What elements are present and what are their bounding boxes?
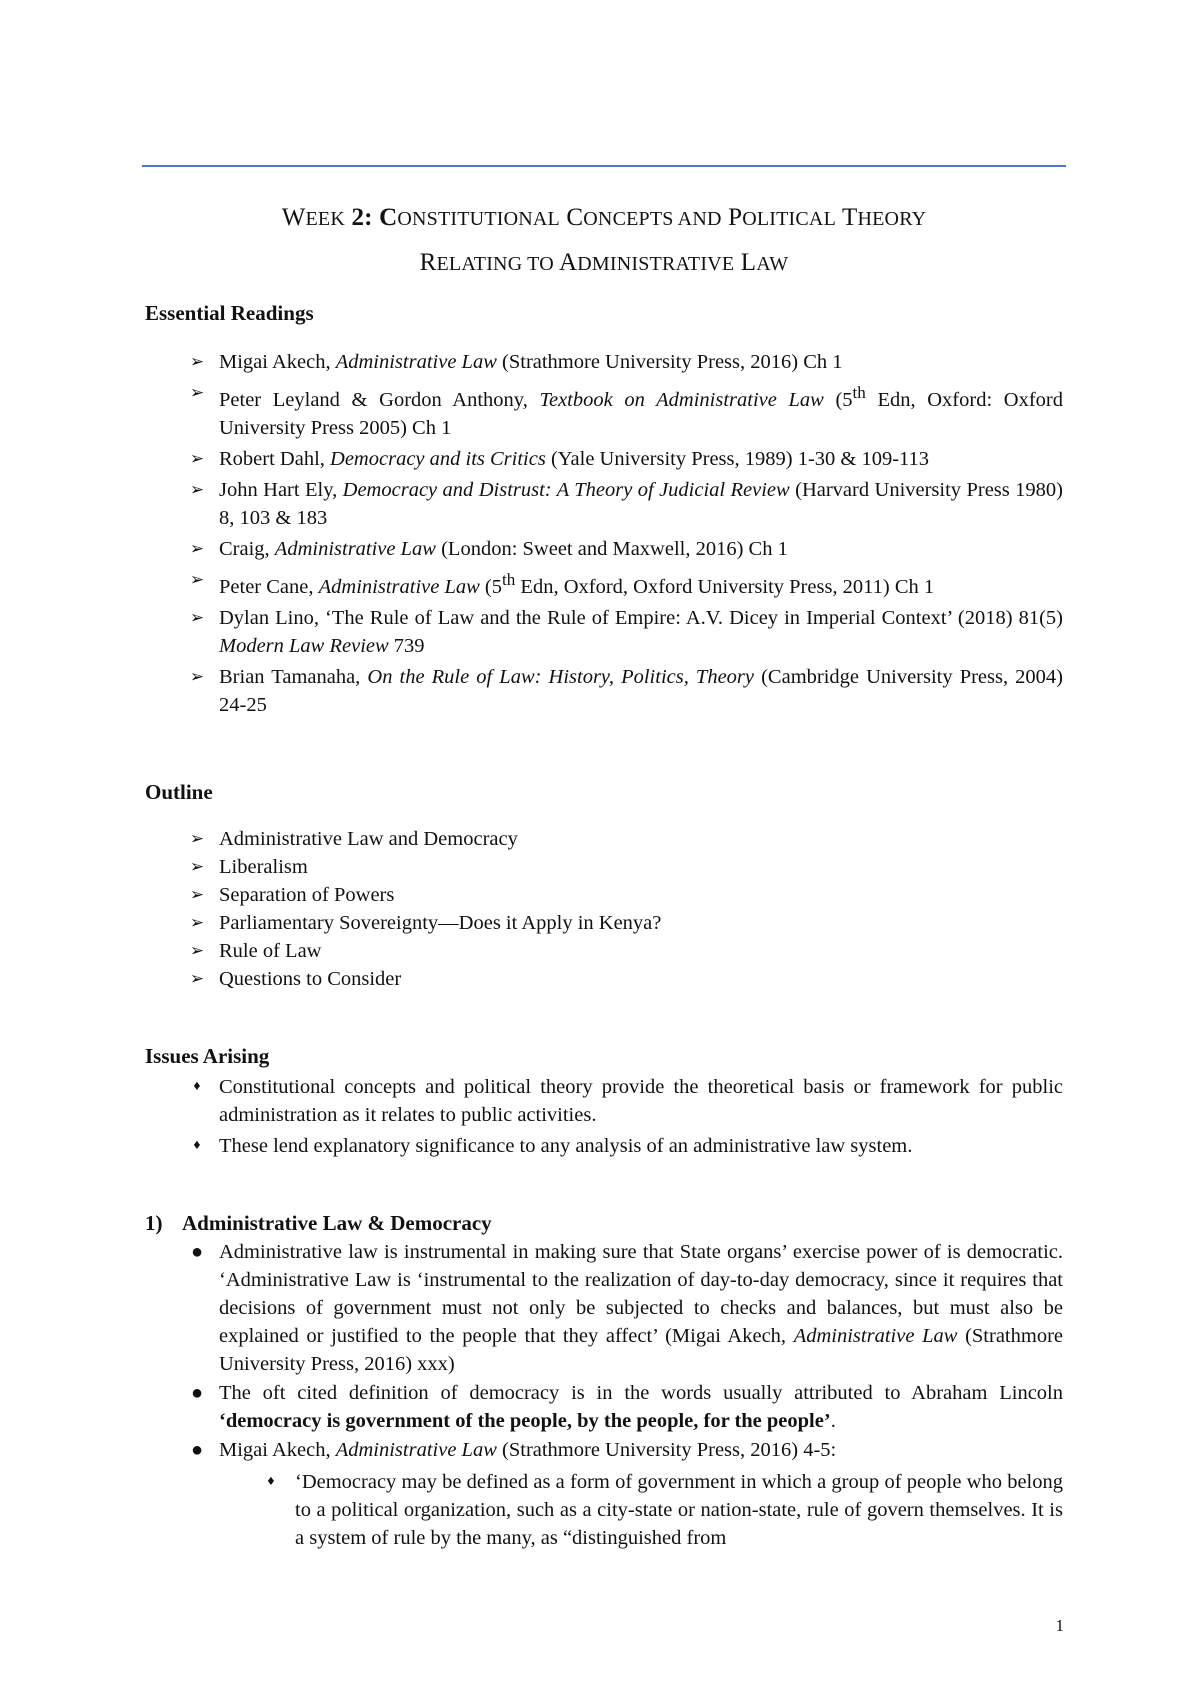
reading-item: ➢ Peter Cane, Administrative Law (5th Edn, Oxford, Oxford University Press, 2011) Ch 1 xyxy=(145,566,1063,601)
outline-item: ➢ Parliamentary Sovereignty—Does it Apply in Kenya? xyxy=(145,909,1063,937)
section-1-list xyxy=(145,1238,1063,1552)
reading-item: ➢ Peter Leyland & Gordon Anthony, Textbook on Administrative Law (5th Edn, Oxford: Oxford University Press 2005) Ch 1 xyxy=(145,379,1063,442)
outline-item: ➢ Separation of Powers xyxy=(145,881,1063,909)
dot-bullet-icon: ● xyxy=(190,1240,204,1263)
dot-bullet-icon: ● xyxy=(190,1381,204,1404)
issues-list xyxy=(145,1073,1063,1160)
essential-readings-list xyxy=(145,348,1063,719)
reading-item: ➢ Brian Tamanaha, On the Rule of Law: History, Politics, Theory (Cambridge University Press, 2004) 24-25 xyxy=(145,663,1063,719)
arrow-bullet-icon: ➢ xyxy=(189,912,205,932)
essential-readings-heading: Essential Readings xyxy=(145,301,314,325)
reading-item: ➢ Robert Dahl, Democracy and its Critics (Yale University Press, 1989) 1-30 & 109-113 xyxy=(145,445,1063,473)
issue-item: ♦ Constitutional concepts and political theory provide the theoretical basis or framework for public administration as it relates to public activities. xyxy=(145,1073,1063,1129)
issues-heading: Issues Arising xyxy=(145,1043,270,1068)
section-1-point: ● Migai Akech, Administrative Law (Strathmore University Press, 2016) 4-5: ♦ ‘Democracy may be defined as a form of government in which a group of people who belong to a political organization, such as a city-state or nation-state, rule of govern themselves. It is a system of rule by the many, as “distinguished from xyxy=(145,1436,1063,1552)
page-number: 1 xyxy=(1055,1616,1064,1635)
arrow-bullet-icon: ➢ xyxy=(189,884,205,904)
arrow-bullet-icon: ➢ xyxy=(189,940,205,960)
section-1-point: ● The oft cited definition of democracy is in the words usually attributed to Abraham Lincoln ‘democracy is government of the people, by the people, for the people’. xyxy=(145,1379,1063,1435)
diamond-bullet-icon: ♦ xyxy=(193,1137,201,1153)
document-body xyxy=(145,298,1063,1552)
arrow-bullet-icon: ➢ xyxy=(189,479,205,499)
reading-item: ➢ Craig, Administrative Law (London: Sweet and Maxwell, 2016) Ch 1 xyxy=(145,535,1063,563)
reading-item: ➢ John Hart Ely, Democracy and Distrust: A Theory of Judicial Review (Harvard University Press 1980) 8, 103 & 183 xyxy=(145,476,1063,532)
outline-item: ➢ Questions to Consider xyxy=(145,965,1063,993)
arrow-bullet-icon: ➢ xyxy=(189,607,205,627)
outline-list xyxy=(145,825,1063,993)
title-line-2: RELATING TO ADMINISTRATIVE LAW xyxy=(419,249,789,276)
arrow-bullet-icon: ➢ xyxy=(189,856,205,876)
diamond-bullet-icon: ♦ xyxy=(267,1473,275,1489)
outline-heading: Outline xyxy=(145,779,213,804)
arrow-bullet-icon: ➢ xyxy=(189,968,205,988)
arrow-bullet-icon: ➢ xyxy=(189,538,205,558)
reading-item: ➢ Dylan Lino, ‘The Rule of Law and the Rule of Empire: A.V. Dicey in Imperial Context’ (2018) 81(5) Modern Law Review 739 xyxy=(145,604,1063,660)
arrow-bullet-icon: ➢ xyxy=(189,666,205,686)
section-1-sublist xyxy=(219,1468,1063,1552)
section-1-heading: 1) Administrative Law & Democracy xyxy=(145,1210,492,1235)
page-title xyxy=(142,196,1066,286)
outline-item: ➢ Rule of Law xyxy=(145,937,1063,965)
outline-item: ➢ Liberalism xyxy=(145,853,1063,881)
arrow-bullet-icon: ➢ xyxy=(189,569,205,589)
arrow-bullet-icon: ➢ xyxy=(189,828,205,848)
section-1-subpoint: ♦ ‘Democracy may be defined as a form of government in which a group of people who belong to a political organization, such as a city-state or nation-state, rule of govern themselves. It is a system of rule by the many, as “distinguished from xyxy=(219,1468,1063,1552)
arrow-bullet-icon: ➢ xyxy=(189,352,205,371)
arrow-bullet-icon: ➢ xyxy=(189,383,205,402)
issue-item: ♦ These lend explanatory significance to any analysis of an administrative law system. xyxy=(145,1132,1063,1160)
reading-item: ➢ Migai Akech, Administrative Law (Strathmore University Press, 2016) Ch 1 xyxy=(145,348,1063,376)
outline-item: ➢ Administrative Law and Democracy xyxy=(145,825,1063,853)
section-1-point: ● Administrative law is instrumental in making sure that State organs’ exercise power of is democratic. ‘Administrative Law is ‘instrumental to the realization of day-to-day democracy, since it requires that decisions of government must not only be subjected to checks and balances, but must also be explained or justified to the people that they affect’ (Migai Akech, Administrative Law (Strathmore University Press, 2016) xxx) xyxy=(145,1238,1063,1378)
title-line-1: WEEK 2: CONSTITUTIONAL CONCEPTS AND POLITICAL THEORY xyxy=(281,204,927,231)
dot-bullet-icon: ● xyxy=(190,1438,204,1461)
arrow-bullet-icon: ➢ xyxy=(189,448,205,468)
diamond-bullet-icon: ♦ xyxy=(193,1078,201,1094)
header-rule xyxy=(142,165,1066,167)
